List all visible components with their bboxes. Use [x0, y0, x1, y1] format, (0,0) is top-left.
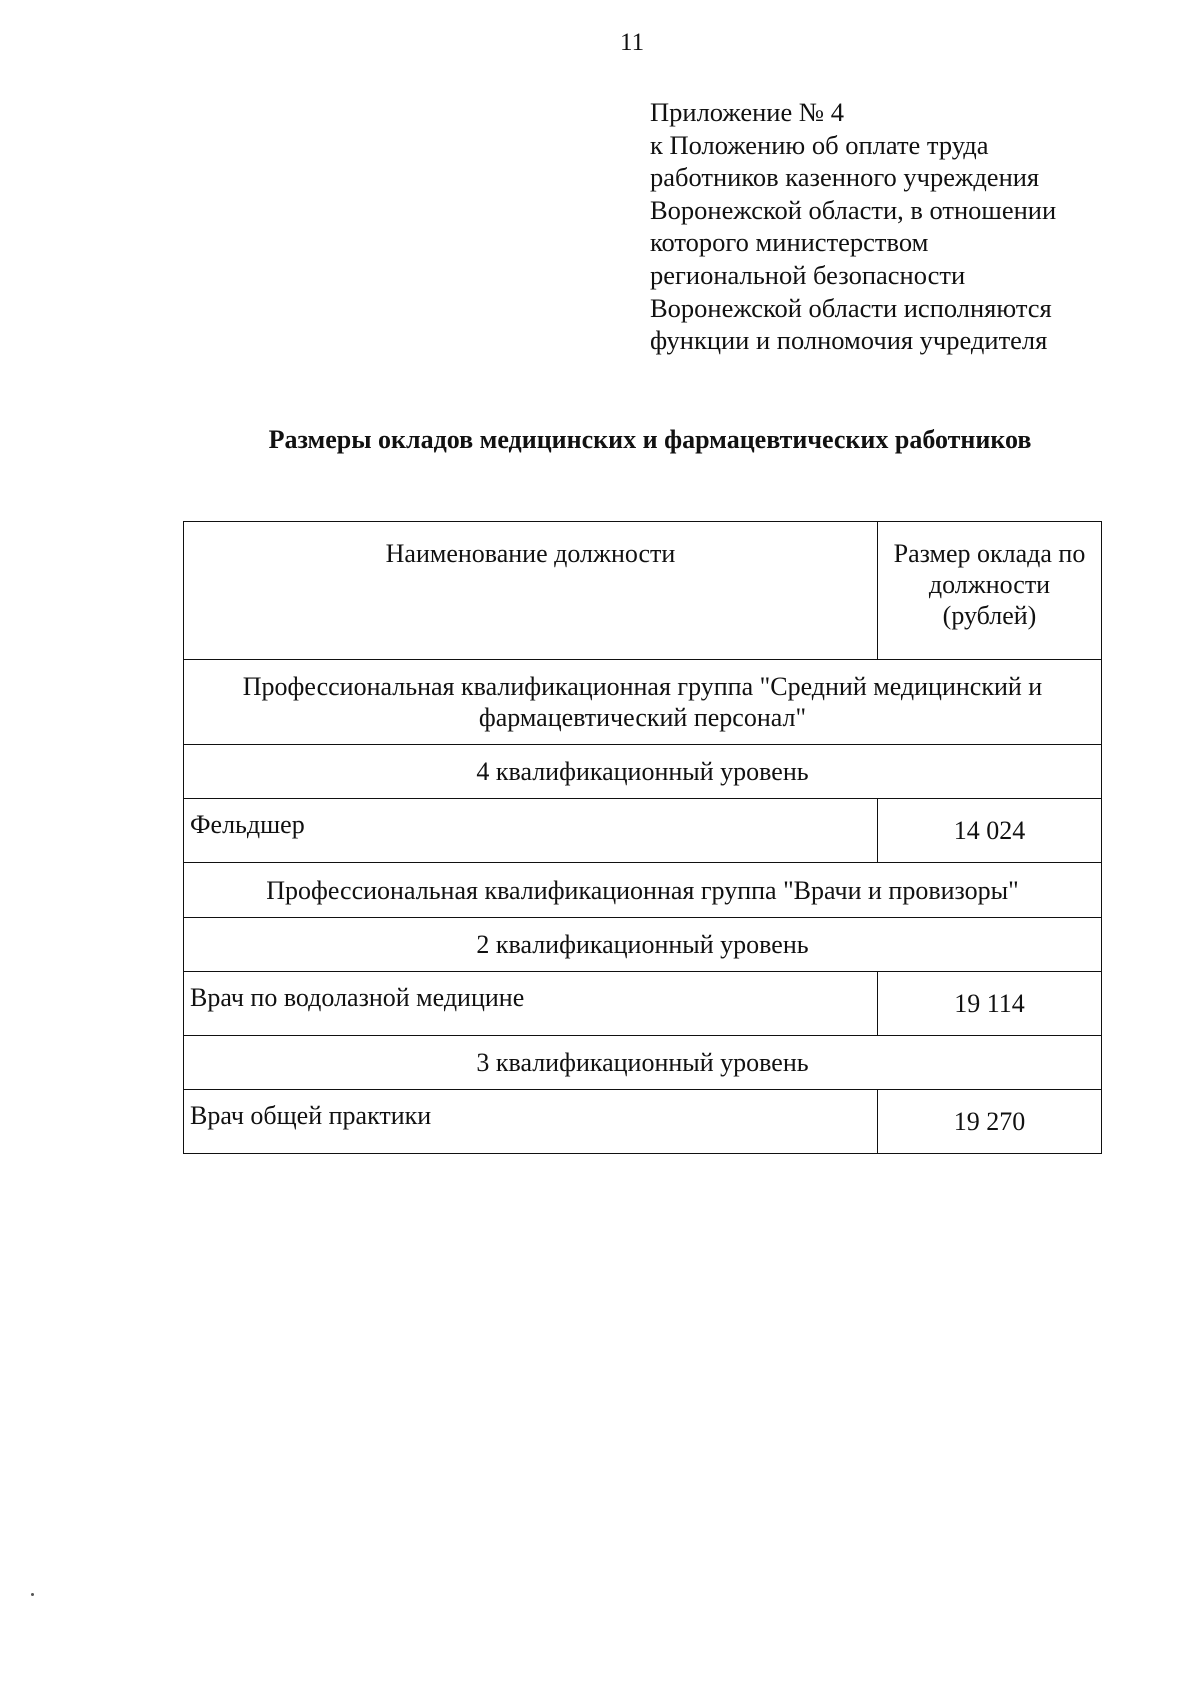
appendix-line: Приложение № 4 [650, 97, 845, 127]
position-salary: 19 270 [878, 1090, 1102, 1154]
document-title: Размеры окладов медицинских и фармацевтических работников [268, 425, 1032, 454]
header-position-name: Наименование должности [184, 522, 878, 660]
group-title: Профессиональная квалификационная группа "Врачи и провизоры" [184, 863, 1102, 918]
level-row [184, 745, 1102, 799]
salary-table [183, 521, 1102, 1154]
appendix-line: Воронежской области, в отношении [650, 194, 1057, 225]
position-row [184, 1090, 1102, 1154]
position-name: Врач общей практики [184, 1090, 878, 1154]
appendix-line: к Положению об оплате труда [650, 129, 989, 160]
scan-speck [31, 1593, 34, 1596]
header-salary: Размер оклада по должности (рублей) [878, 522, 1102, 660]
level-title: 3 квалификационный уровень [184, 1036, 1102, 1090]
position-salary: 14 024 [878, 799, 1102, 863]
position-salary: 19 114 [878, 972, 1102, 1036]
group-row [184, 660, 1102, 745]
level-title: 4 квалификационный уровень [184, 745, 1102, 799]
appendix-header [650, 96, 1150, 357]
appendix-line: функции и полномочия учредителя [650, 325, 1048, 356]
position-row [184, 799, 1102, 863]
appendix-line: которого министерством [650, 227, 929, 258]
group-row [184, 863, 1102, 918]
appendix-line: работников казенного учреждения [650, 162, 1040, 193]
level-row [184, 1036, 1102, 1090]
position-name: Фельдшер [184, 799, 878, 863]
level-title: 2 квалификационный уровень [184, 918, 1102, 972]
group-title: Профессиональная квалификационная группа "Средний медицинский и фармацевтический персонал" [184, 660, 1102, 745]
level-row [184, 918, 1102, 972]
appendix-line: региональной безопасности [650, 259, 966, 290]
page-number: 11 [620, 29, 645, 56]
table-header-row [184, 522, 1102, 660]
appendix-line: Воронежской области исполняются [650, 292, 1052, 323]
position-row [184, 972, 1102, 1036]
position-name: Врач по водолазной медицине [184, 972, 878, 1036]
